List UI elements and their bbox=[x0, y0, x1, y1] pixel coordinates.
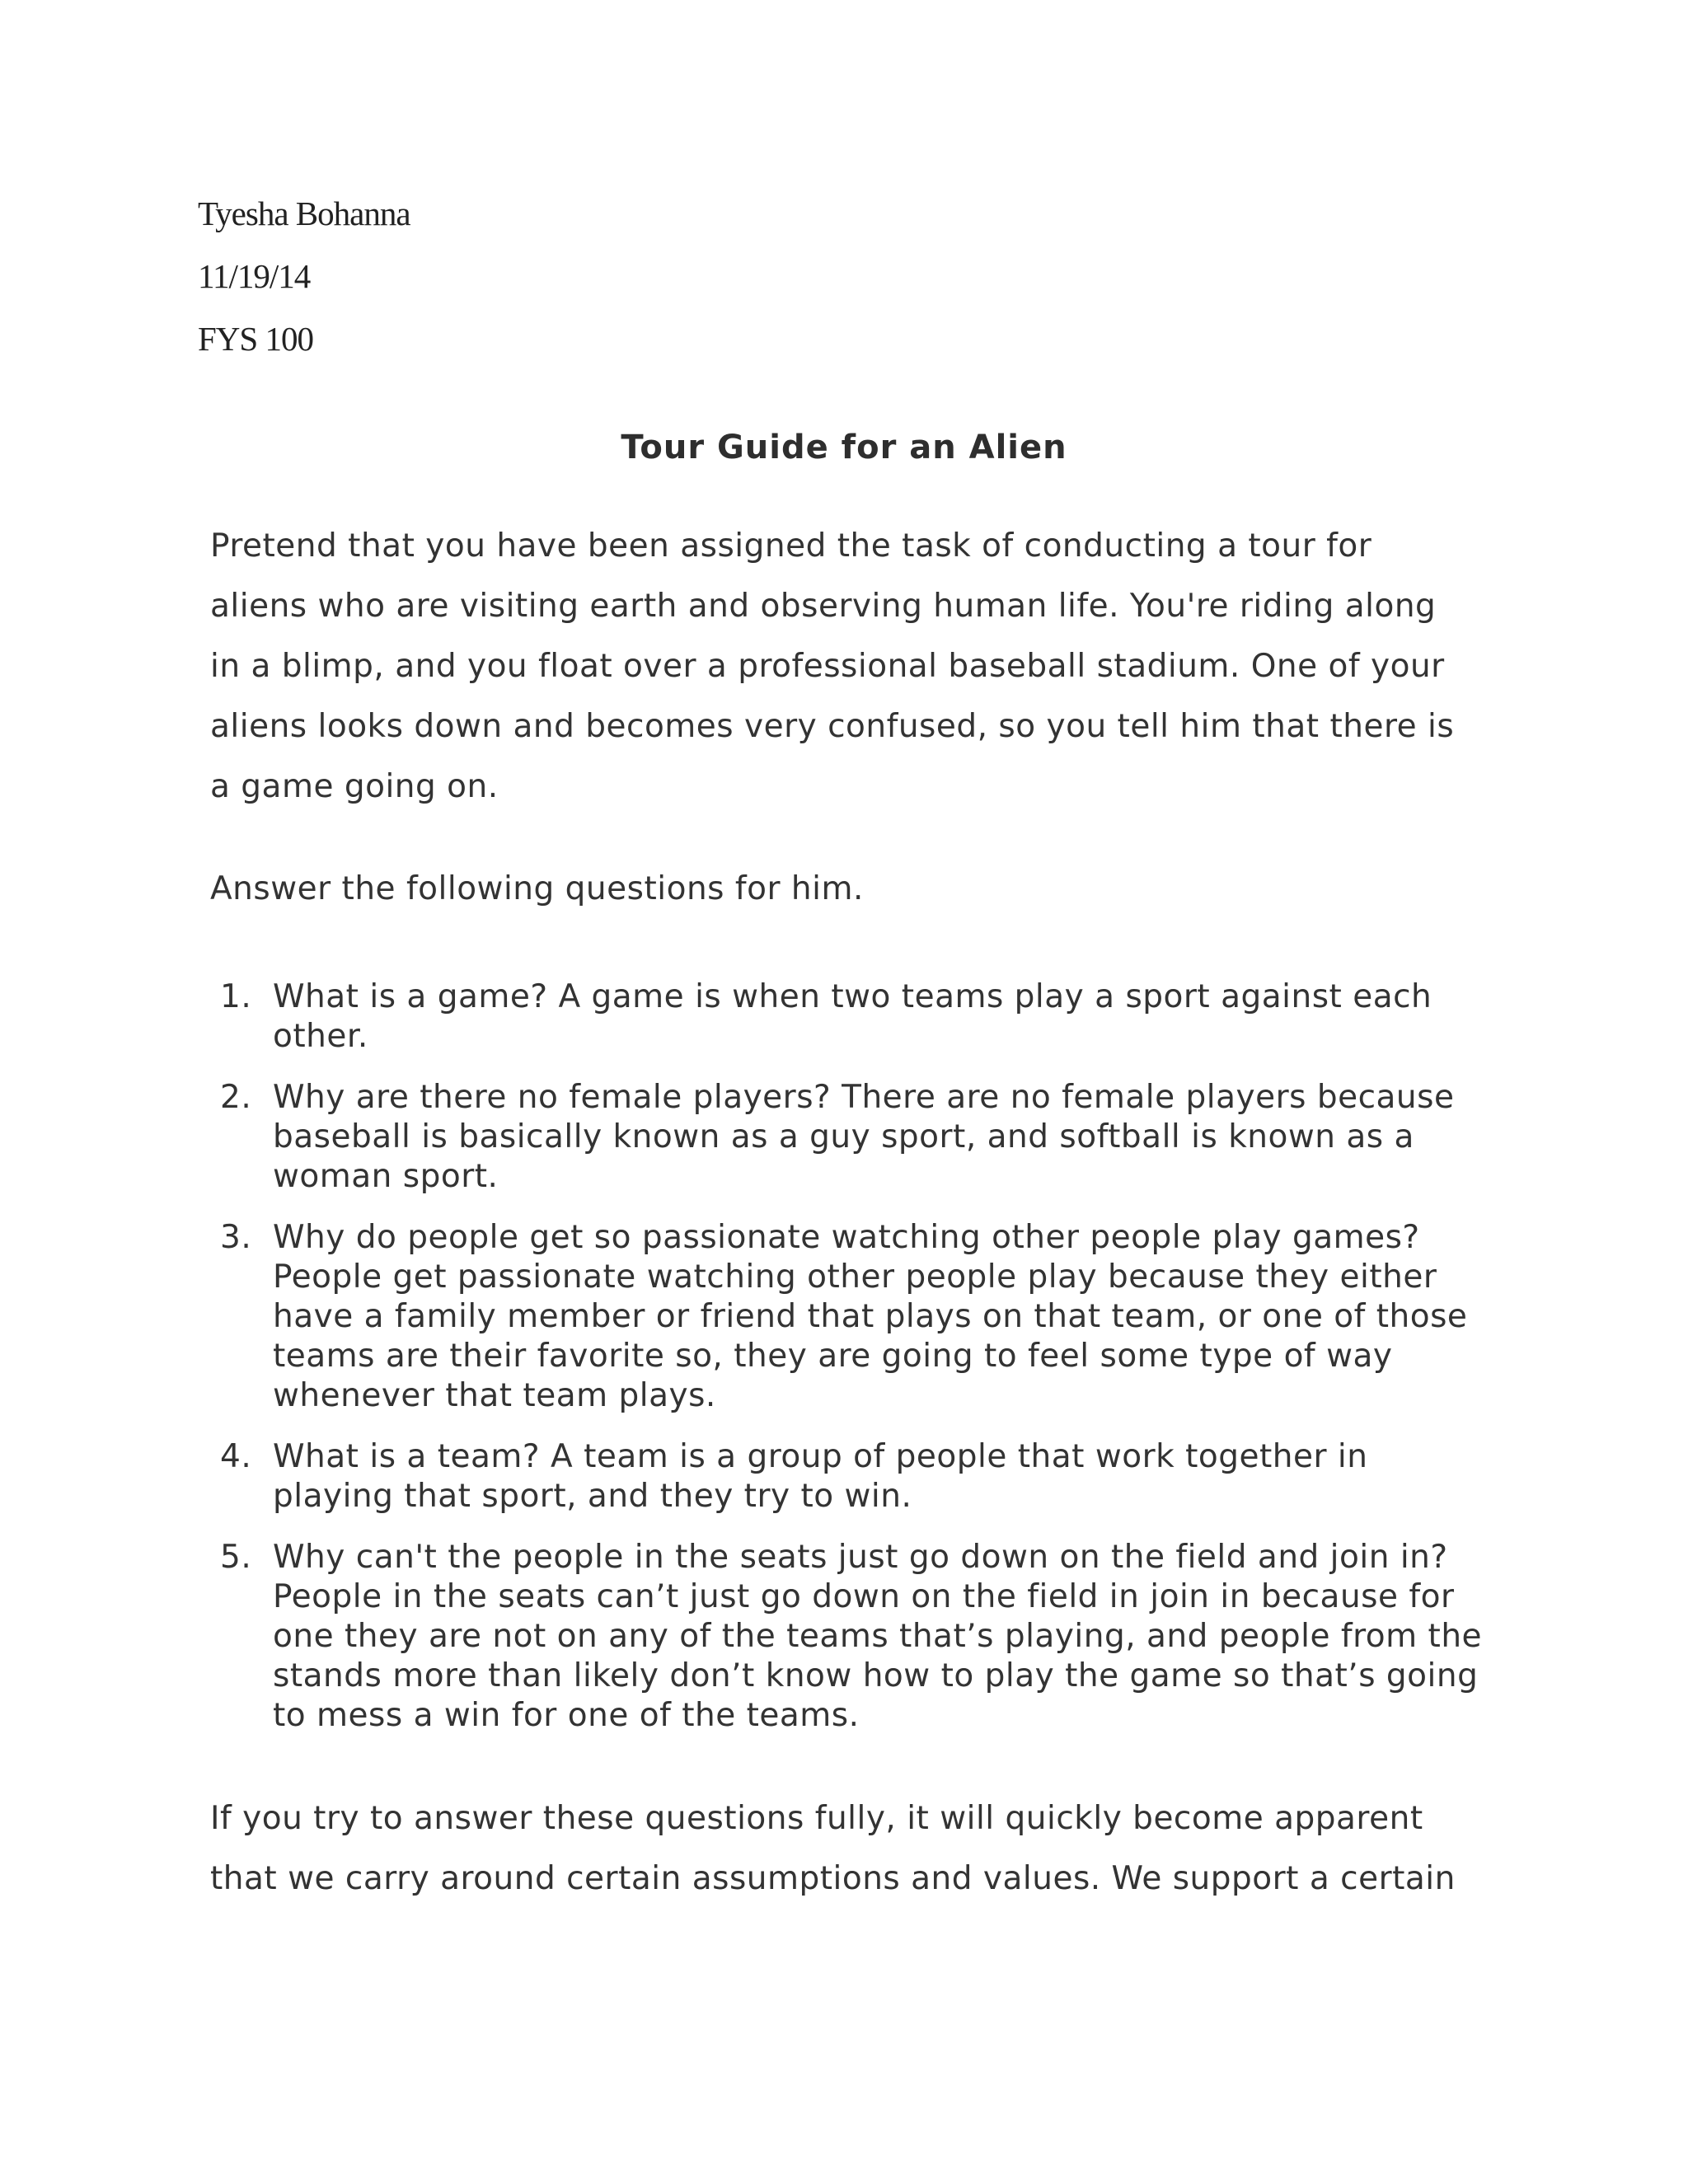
closing-paragraph bbox=[210, 1788, 1456, 1909]
question-line: whenever that team plays. bbox=[273, 1377, 716, 1414]
author-name: Tyesha Bohanna bbox=[198, 194, 410, 232]
question-item bbox=[210, 977, 1529, 1057]
intro-line: in a blimp, and you float over a professional baseball stadium. One of your bbox=[210, 648, 1445, 685]
document-title: Tour Guide for an Alien bbox=[621, 429, 1067, 466]
intro-line: aliens who are visiting earth and observing human life. You're riding along bbox=[210, 588, 1437, 625]
intro-paragraph bbox=[210, 516, 1496, 817]
course-code: FYS 100 bbox=[198, 320, 313, 358]
question-number: 5. bbox=[220, 1539, 252, 1576]
question-item bbox=[210, 1078, 1529, 1197]
question-line: Why do people get so passionate watching other people play games? bbox=[273, 1219, 1420, 1256]
question-line: People get passionate watching other people play because they either bbox=[273, 1258, 1437, 1296]
closing-line: that we carry around certain assumptions and values. We support a certain bbox=[210, 1860, 1456, 1897]
question-line: one they are not on any of the teams that’s playing, and people from the bbox=[273, 1618, 1483, 1655]
question-line: What is a team? A team is a group of people that work together in bbox=[273, 1438, 1368, 1475]
question-line: other. bbox=[273, 1018, 368, 1055]
question-line: playing that sport, and they try to win. bbox=[273, 1478, 912, 1515]
question-line: What is a game? A game is when two teams play a sport against each bbox=[273, 978, 1432, 1015]
question-number: 3. bbox=[220, 1219, 252, 1256]
question-line: teams are their favorite so, they are going to feel some type of way bbox=[273, 1338, 1393, 1375]
question-line: to mess a win for one of the teams. bbox=[273, 1697, 860, 1734]
question-line: baseball is basically known as a guy sport, and softball is known as a bbox=[273, 1118, 1414, 1155]
question-item bbox=[210, 1538, 1529, 1736]
closing-line: If you try to answer these questions fully, it will quickly become apparent bbox=[210, 1800, 1423, 1837]
question-line: stands more than likely don’t know how to play the game so that’s going bbox=[273, 1657, 1479, 1694]
question-line: have a family member or friend that plays on that team, or one of those bbox=[273, 1298, 1468, 1335]
intro-line: a game going on. bbox=[210, 768, 499, 805]
question-list bbox=[210, 977, 1529, 1757]
question-number: 2. bbox=[220, 1079, 252, 1116]
question-line: woman sport. bbox=[273, 1158, 499, 1195]
question-item bbox=[210, 1437, 1529, 1516]
question-line: People in the seats can’t just go down on the field in join in because for bbox=[273, 1578, 1455, 1615]
intro-line: Pretend that you have been assigned the task of conducting a tour for bbox=[210, 527, 1372, 565]
document-date: 11/19/14 bbox=[198, 257, 311, 295]
question-number: 1. bbox=[220, 978, 252, 1015]
question-line: Why are there no female players? There are no female players because bbox=[273, 1079, 1455, 1116]
intro-line: aliens looks down and becomes very confused, so you tell him that there is bbox=[210, 708, 1455, 745]
questions-prompt: Answer the following questions for him. bbox=[210, 870, 864, 907]
question-number: 4. bbox=[220, 1438, 252, 1475]
question-line: Why can't the people in the seats just go down on the field and join in? bbox=[273, 1539, 1448, 1576]
question-item bbox=[210, 1218, 1529, 1416]
document-header bbox=[198, 190, 410, 377]
